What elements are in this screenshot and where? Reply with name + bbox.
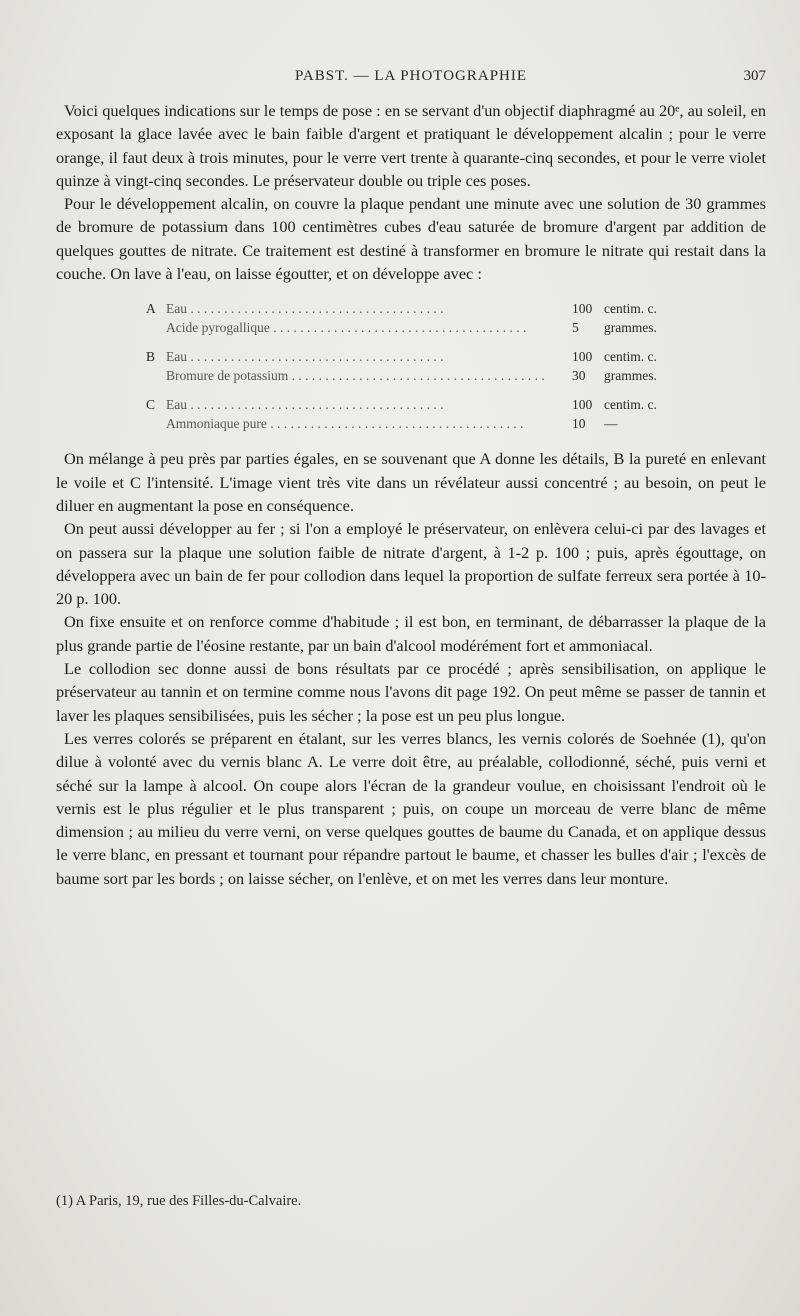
dot-leader: . . . . . . . . . . . . . . . . . . . . . . . . . . . . . . . . . . . . . . bbox=[266, 416, 524, 432]
recipe-letter: C bbox=[146, 397, 156, 413]
recipe-letter: B bbox=[146, 349, 156, 365]
paragraph: On fixe ensuite et on renforce comme d'habitude ; il est bon, en terminant, de débarrasser la plaque de la plus grande partie de l'éosine restante, par un bain d'alcool modérément fort et ammoniacal. bbox=[56, 612, 766, 655]
recipe-row bbox=[146, 366, 706, 385]
developer-recipes bbox=[146, 299, 706, 433]
paragraph: Les verres colorés se préparent en étalant, sur les verres blancs, les vernis colorés de Soehnée (1), qu'on dilue à volonté avec du vernis blanc A. Le verre doit être, au préalable, collodionné, séché, puis verni et séché sur la lampe à alcool. On coupe alors l'écran de la grandeur voulue, en choisissant l'endroit où le vernis est le plus régulier et le plus transparent ; puis, on coupe un morceau de verre blanc de même dimension ; au milieu du verre verni, on verse quelques gouttes de baume du Canada, et on applique dessus le verre blanc, en pressant et tournant pour répandre partout le baume, et chasser les bulles d'air ; l'excès de baume sort par les bords ; on laisse sécher, on l'enlève, et on met les verres dans leur monture. bbox=[56, 728, 766, 888]
recipe-row bbox=[146, 299, 706, 318]
dot-leader: . . . . . . . . . . . . . . . . . . . . . . . . . . . . . . . . . . . . . . bbox=[187, 301, 444, 317]
dot-leader: . . . . . . . . . . . . . . . . . . . . . . . . . . . . . . . . . . . . . . bbox=[269, 320, 527, 336]
dot-leader: . . . . . . . . . . . . . . . . . . . . . . . . . . . . . . . . . . . . . . bbox=[288, 368, 545, 384]
recipe-c bbox=[146, 395, 706, 433]
recipe-ingredient: Bromure de potassium bbox=[166, 368, 289, 384]
recipe-unit: — bbox=[604, 416, 618, 432]
recipe-unit: centim. c. bbox=[604, 301, 657, 317]
recipe-row bbox=[146, 395, 706, 414]
page-number: 307 bbox=[743, 68, 766, 84]
recipe-letter: A bbox=[146, 301, 156, 317]
footnote: (1) A Paris, 19, rue des Filles-du-Calvaire. bbox=[56, 1193, 302, 1209]
paragraph: On mélange à peu près par parties égales, en se souvenant que A donne les détails, B la pureté en enlevant le voile et C l'intensité. L'image vient très vite dans un révélateur aussi concentré ; au besoin, on peut le diluer en augmentant la pose en conséquence. bbox=[56, 449, 766, 515]
recipe-row bbox=[146, 318, 706, 337]
recipe-ingredient: Eau bbox=[166, 397, 187, 413]
recipe-unit: centim. c. bbox=[604, 397, 657, 413]
leader-dots bbox=[166, 414, 556, 433]
paragraph: Pour le développement alcalin, on couvre la plaque pendant une minute avec une solution de 30 grammes de bromure de potassium dans 100 centimètres cubes d'eau saturée de bromure d'argent par addition de quelques gouttes de nitrate. Ce traitement est destiné à transformer en bromure le nitrate qui restait dans la couche. On lave à l'eau, on laisse égoutter, et on développe avec : bbox=[56, 194, 766, 284]
recipe-row bbox=[146, 347, 706, 366]
page-header bbox=[56, 68, 766, 92]
paragraph: Le collodion sec donne aussi de bons résultats par ce procédé ; après sensibilisation, on applique le préservateur au tannin et on termine comme nous l'avons dit page 192. On peut même se passer de tannin et laver les plaques sensibilisées, puis les sécher ; la pose est un peu plus longue. bbox=[56, 659, 766, 725]
dot-leader: . . . . . . . . . . . . . . . . . . . . . . . . . . . . . . . . . . . . . . bbox=[187, 397, 444, 413]
recipe-quantity: 100 bbox=[572, 301, 593, 317]
leader-dots bbox=[166, 347, 556, 366]
recipe-unit: centim. c. bbox=[604, 349, 657, 365]
recipe-quantity: 100 bbox=[572, 397, 593, 413]
paragraph: Voici quelques indications sur le temps de pose : en se servant d'un objectif diaphragmé au 20ᵉ, au soleil, en exposant la glace lavée avec le bain faible d'argent et pratiquant le développement alcalin ; pour le verre orange, il faut deux à trois minutes, pour le verre vert trente à quarante-cinq secondes, et pour le verre violet quinze à vingt-cinq secondes. Le préservateur double ou triple ces poses. bbox=[56, 101, 766, 190]
dot-leader: . . . . . . . . . . . . . . . . . . . . . . . . . . . . . . . . . . . . . . bbox=[187, 349, 444, 365]
recipe-unit: grammes. bbox=[604, 320, 657, 336]
recipe-quantity: 30 bbox=[572, 368, 586, 384]
leader-dots bbox=[166, 318, 556, 337]
recipe-row bbox=[146, 414, 706, 433]
recipe-unit: grammes. bbox=[604, 368, 657, 384]
recipe-quantity: 100 bbox=[572, 349, 593, 365]
recipe-quantity: 10 bbox=[572, 416, 586, 432]
recipe-quantity: 5 bbox=[572, 320, 579, 336]
recipe-ingredient: Ammoniaque pure bbox=[166, 416, 267, 432]
leader-dots bbox=[166, 366, 556, 385]
paragraph: On peut aussi développer au fer ; si l'on a employé le préservateur, on enlèvera celui-ci par des lavages et on passera sur la plaque une solution faible de nitrate d'argent, à 1-2 p. 100 ; puis, après égouttage, on développera avec un bain de fer pour collodion dans lequel la proportion de sulfate ferreux sera portée à 10-20 p. 100. bbox=[56, 519, 766, 609]
recipe-b bbox=[146, 347, 706, 385]
body-text bbox=[56, 99, 766, 890]
leader-dots bbox=[166, 395, 556, 414]
recipe-a bbox=[146, 299, 706, 337]
running-title: PABST. — LA PHOTOGRAPHIE bbox=[294, 68, 528, 84]
recipe-ingredient: Eau bbox=[166, 349, 187, 365]
recipe-ingredient: Eau bbox=[166, 301, 187, 317]
recipe-ingredient: Acide pyrogallique bbox=[166, 320, 270, 336]
leader-dots bbox=[166, 299, 556, 318]
